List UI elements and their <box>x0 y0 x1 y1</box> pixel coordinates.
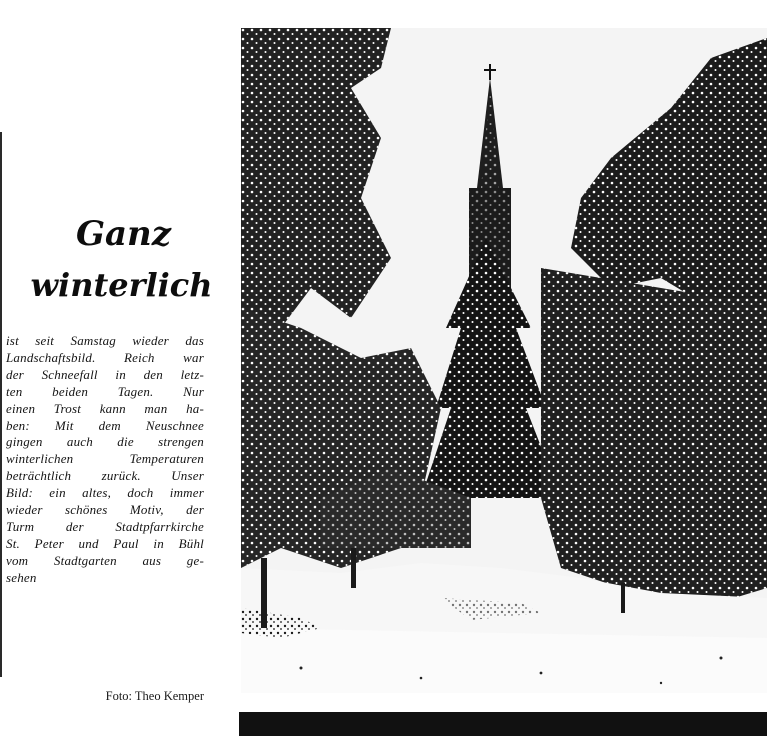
caption-line: St. Peter und Paul in Bühl <box>6 535 204 551</box>
caption-line: wieder schönes Motiv, der <box>6 502 204 518</box>
caption-line: vom Stadtgarten aus ge- <box>6 552 204 568</box>
caption-line: gingen auch die strengen <box>6 434 204 450</box>
caption-line: der Schneefall in den letz- <box>6 366 204 382</box>
caption-line: ist seit Samstag wieder das <box>6 333 204 348</box>
caption-line: winterlichen Temperaturen <box>6 451 204 467</box>
caption-line: beträchtlich zurück. Unser <box>6 468 204 484</box>
article-headline <box>0 212 235 308</box>
caption-line: sehen <box>6 569 37 585</box>
photo-credit: Foto: Theo Kemper <box>105 689 204 703</box>
headline-line-1: Ganz <box>75 214 172 254</box>
caption-line: Turm der Stadtpfarrkirche <box>6 518 204 534</box>
caption-line: ten beiden Tagen. Nur <box>6 383 204 399</box>
article-caption <box>6 333 204 587</box>
caption-line: ben: Mit dem Neuschnee <box>6 417 204 433</box>
caption-line: Landschaftsbild. Reich war <box>6 349 204 365</box>
printed-black-bar <box>239 712 767 736</box>
church-tower-photo <box>241 28 767 693</box>
headline-line-2: winterlich <box>30 266 213 304</box>
caption-line: einen Trost kann man ha- <box>6 400 204 416</box>
caption-line: Bild: ein altes, doch immer <box>6 485 204 501</box>
